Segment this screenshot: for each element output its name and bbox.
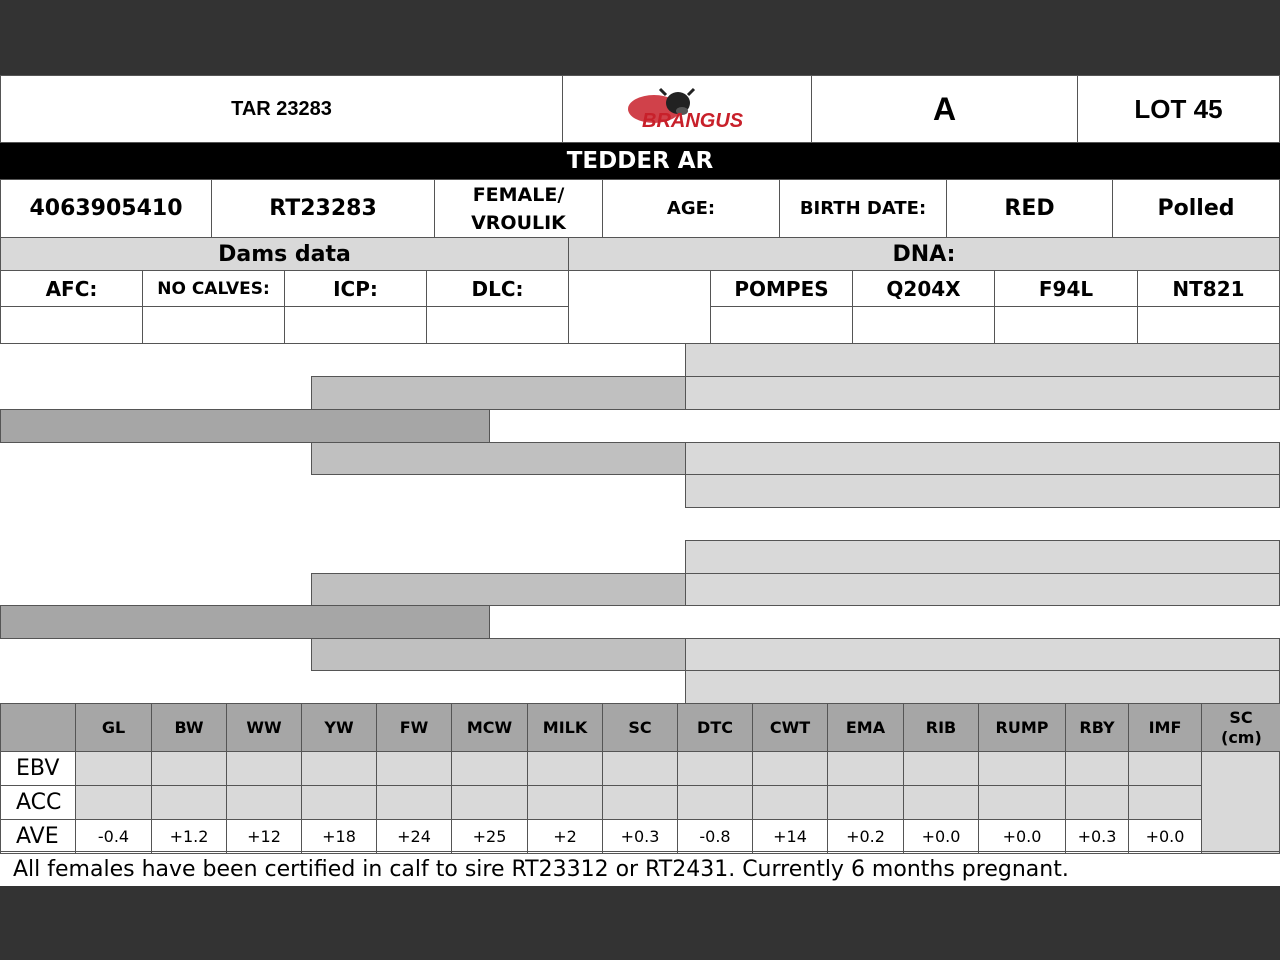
ave-value: +24 <box>397 827 431 846</box>
ebv-header-label: RUMP <box>995 717 1049 737</box>
dna-col-pompes: POMPES <box>710 270 853 307</box>
ave-value: +0.0 <box>921 827 961 846</box>
ebv-ebv-cell <box>451 751 528 786</box>
color-cell <box>946 179 1113 238</box>
pedigree-dam-dam-dam <box>685 670 1280 704</box>
grade: A <box>932 90 957 127</box>
lot-sheet <box>0 75 1280 886</box>
ebv-corner-cell <box>0 703 76 752</box>
ebv-ebv-cell <box>677 751 753 786</box>
ebv-acc-cell <box>677 785 753 820</box>
ebv-ave-cell <box>226 819 302 854</box>
dams-title-cell <box>0 237 569 271</box>
pedigree-sire-dam-dam <box>685 474 1280 508</box>
ebv-ave-cell <box>451 819 528 854</box>
ebv-acc-cell <box>1128 785 1202 820</box>
dams-col-dlc: DLC: <box>426 270 569 307</box>
color: RED <box>1004 196 1055 221</box>
ebv-header-milk <box>527 703 603 752</box>
horn-cell <box>1112 179 1280 238</box>
ebv-ebv-cell <box>75 751 152 786</box>
ebv-header-fw <box>376 703 452 752</box>
ebv-header-bw <box>151 703 227 752</box>
dna-col-f94l: F94L <box>994 270 1138 307</box>
dna-value-nt821 <box>1137 306 1280 344</box>
ebv-header-label: IMF <box>1148 717 1182 737</box>
ave-value: +0.3 <box>1077 827 1117 846</box>
dna-value-q204x <box>852 306 995 344</box>
tag-number: TAR 23283 <box>231 97 332 120</box>
ebv-acc-cell <box>1065 785 1129 820</box>
ave-value: +0.0 <box>1145 827 1185 846</box>
reg-cell <box>211 179 435 238</box>
ebv-ave-cell <box>376 819 452 854</box>
ebv-ave-cell <box>75 819 152 854</box>
ebv-ebv-cell <box>151 751 227 786</box>
ebv-acc-cell <box>151 785 227 820</box>
ebv-row-label-ebv <box>0 751 76 786</box>
registration: RT23283 <box>269 196 377 221</box>
pedigree-sire-sire <box>311 376 686 410</box>
ebv-header-label: GL <box>101 717 126 737</box>
ebv-header-label: SC <box>628 717 652 737</box>
birth-date-cell <box>779 179 947 238</box>
ebv-header-cwt <box>752 703 828 752</box>
ebv-header-label: MCW <box>466 717 513 737</box>
dna-blank-cell <box>568 270 711 344</box>
pedigree-sire <box>0 409 490 443</box>
ebv-ebv-cell <box>226 751 302 786</box>
ebv-ave-cell <box>677 819 753 854</box>
ebv-row-label: EBV <box>16 756 60 781</box>
ave-value: +18 <box>322 827 356 846</box>
ebv-ebv-cell <box>903 751 979 786</box>
id-number-cell <box>0 179 212 238</box>
ebv-header-label: BW <box>174 717 204 737</box>
ebv-header-ww <box>226 703 302 752</box>
ebv-row-label-ave <box>0 819 76 854</box>
ebv-header-label: FW <box>399 717 429 737</box>
dams-col-no-calves: NO CALVES: <box>142 270 285 307</box>
ebv-header-label: DTC <box>697 717 733 737</box>
dams-title: Dams data <box>218 241 351 267</box>
ebv-header-mcw <box>451 703 528 752</box>
ebv-acc-cell <box>527 785 603 820</box>
ebv-ebv-cell <box>978 751 1066 786</box>
ebv-ebv-cell <box>827 751 904 786</box>
ebv-ave-cell <box>602 819 678 854</box>
ebv-ebv-cell <box>752 751 828 786</box>
footer-note: All females have been certified in calf to sire RT23312 or RT2431. Currently 6 months pregnant. <box>13 856 1069 882</box>
ave-value: +0.0 <box>1002 827 1042 846</box>
footer-note-cell <box>0 851 1280 886</box>
dna-col-nt821: NT821 <box>1137 270 1280 307</box>
ave-value: -0.4 <box>97 827 130 846</box>
logo-wordmark: BRANGUS <box>642 110 744 132</box>
ebv-header-label: CWT <box>769 717 811 737</box>
ave-value: +25 <box>472 827 507 846</box>
ebv-ave-cell <box>827 819 904 854</box>
ebv-ave-cell <box>1128 819 1202 854</box>
dams-value-no-calves <box>142 306 285 344</box>
ave-value: +0.2 <box>846 827 885 846</box>
dna-value-f94l <box>994 306 1138 344</box>
ave-value: -0.8 <box>699 827 731 846</box>
ebv-ave-cell <box>978 819 1066 854</box>
ebv-acc-cell <box>978 785 1066 820</box>
title-bar <box>0 143 1280 179</box>
age-cell <box>602 179 780 238</box>
ebv-header-rib <box>903 703 979 752</box>
ebv-header-label: YW <box>324 717 354 737</box>
ebv-header-dtc <box>677 703 753 752</box>
ebv-row-label: ACC <box>16 790 62 815</box>
ebv-ave-cell <box>527 819 603 854</box>
ebv-ave-cell <box>151 819 227 854</box>
pedigree-sire-dam-sire <box>685 442 1280 475</box>
pedigree-sire-sire-sire <box>685 343 1280 377</box>
dams-value-afc <box>0 306 143 344</box>
pedigree-dam-sire-sire <box>685 540 1280 574</box>
pedigree-dam-sire-dam <box>685 573 1280 606</box>
dams-value-dlc <box>426 306 569 344</box>
ebv-ebv-cell <box>527 751 603 786</box>
logo-cell <box>562 75 812 143</box>
ave-value: +0.3 <box>620 827 660 846</box>
ebv-acc-cell <box>376 785 452 820</box>
ebv-row-label-acc <box>0 785 76 820</box>
tag-cell <box>0 75 563 143</box>
pedigree-dam <box>0 605 490 639</box>
ave-value: +12 <box>247 827 281 846</box>
ave-value: +2 <box>553 827 577 846</box>
brangus-logo <box>602 83 772 135</box>
lot-number: LOT 45 <box>1134 93 1223 124</box>
ebv-ebv-cell <box>376 751 452 786</box>
ebv-acc-cell <box>451 785 528 820</box>
dams-value-icp <box>284 306 427 344</box>
grade-cell <box>811 75 1078 143</box>
ebv-ebv-cell <box>602 751 678 786</box>
sex: FEMALE/ VROULIK <box>471 183 566 234</box>
age-label: AGE: <box>666 198 716 219</box>
pedigree-dam-dam <box>311 638 686 671</box>
id-number: 4063905410 <box>29 196 183 221</box>
ebv-acc-cell <box>903 785 979 820</box>
pedigree-dam-sire <box>311 573 686 606</box>
ebv-acc-cell <box>75 785 152 820</box>
ebv-header-sc <box>602 703 678 752</box>
pedigree-dam-dam-sire <box>685 638 1280 671</box>
ebv-acc-cell <box>752 785 828 820</box>
animal-name: TEDDER AR <box>566 148 714 174</box>
ebv-row-label: AVE <box>16 824 59 849</box>
birth-date-label: BIRTH DATE: <box>799 198 927 219</box>
pedigree-sire-sire-dam <box>685 376 1280 410</box>
dna-value-pompes <box>710 306 853 344</box>
ebv-ave-cell <box>752 819 828 854</box>
lot-cell <box>1077 75 1280 143</box>
ebv-acc-cell <box>602 785 678 820</box>
sex-cell <box>434 179 603 238</box>
ebv-header-label: SC (cm) <box>1221 707 1262 747</box>
ebv-acc-cell <box>827 785 904 820</box>
ebv-header-sc-cm- <box>1201 703 1280 752</box>
dna-title-cell <box>568 237 1280 271</box>
ebv-sc-cm-merged-cell <box>1201 751 1280 854</box>
ebv-header-rby <box>1065 703 1129 752</box>
horn-status: Polled <box>1157 196 1235 221</box>
ebv-acc-cell <box>226 785 302 820</box>
ebv-header-label: MILK <box>542 717 588 737</box>
ebv-header-gl <box>75 703 152 752</box>
ebv-header-label: WW <box>246 717 282 737</box>
ebv-header-imf <box>1128 703 1202 752</box>
dams-col-icp: ICP: <box>284 270 427 307</box>
pedigree-sire-dam <box>311 442 686 475</box>
ebv-ave-cell <box>1065 819 1129 854</box>
ebv-header-label: RIB <box>925 717 957 737</box>
ave-value: +14 <box>773 827 807 846</box>
ebv-ebv-cell <box>1065 751 1129 786</box>
ebv-header-label: RBY <box>1079 717 1115 737</box>
ebv-header-label: EMA <box>845 717 886 737</box>
ebv-header-rump <box>978 703 1066 752</box>
ebv-ebv-cell <box>1128 751 1202 786</box>
ebv-acc-cell <box>301 785 377 820</box>
ebv-header-yw <box>301 703 377 752</box>
dna-title: DNA: <box>892 241 956 267</box>
ebv-ave-cell <box>903 819 979 854</box>
ebv-ave-cell <box>301 819 377 854</box>
ave-value: +1.2 <box>169 827 209 846</box>
ebv-ebv-cell <box>301 751 377 786</box>
ebv-header-ema <box>827 703 904 752</box>
dams-col-afc: AFC: <box>0 270 143 307</box>
dna-col-q204x: Q204X <box>852 270 995 307</box>
